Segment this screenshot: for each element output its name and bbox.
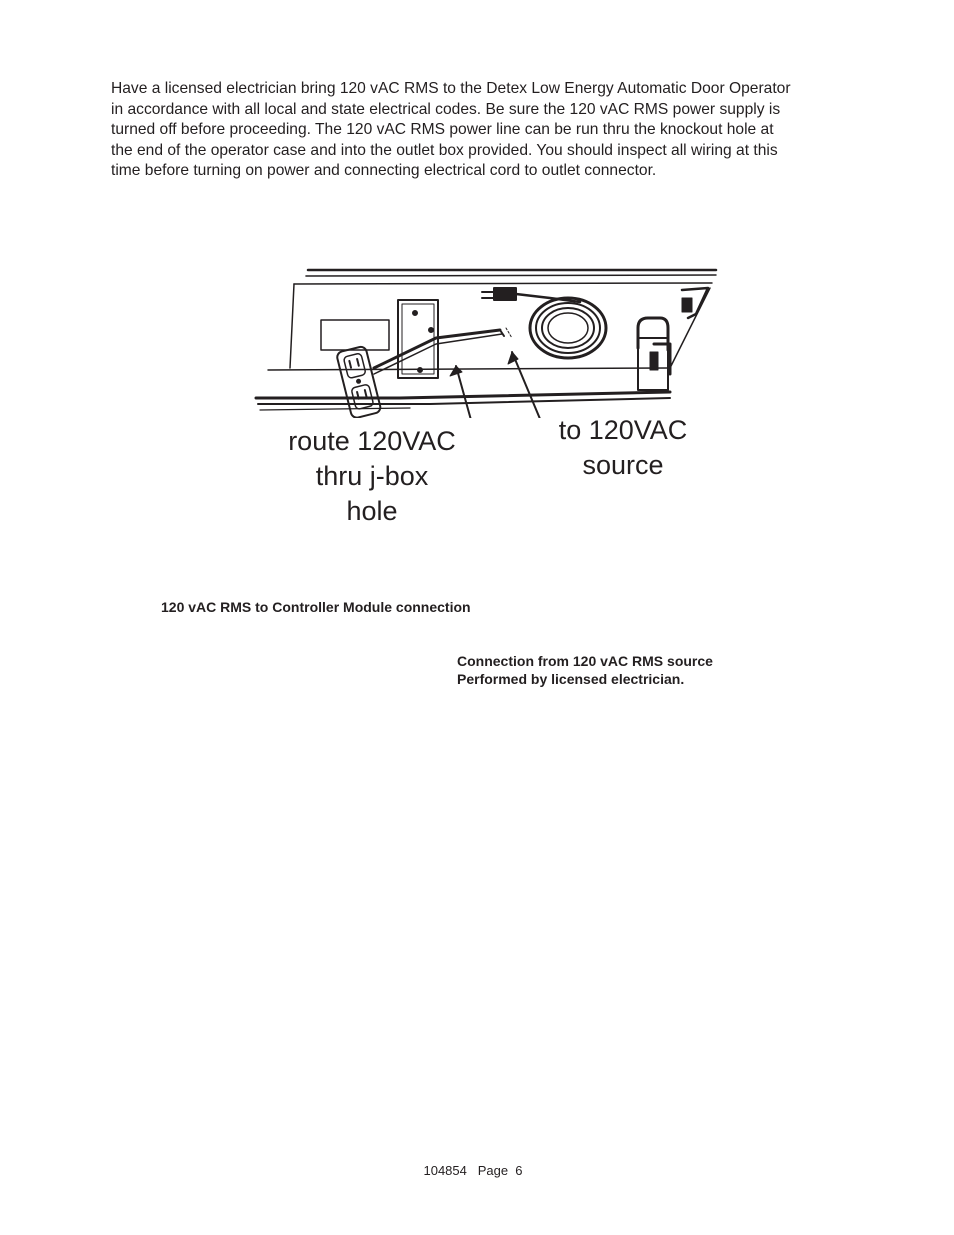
- intro-line: in accordance with all local and state electrical codes. Be sure the 120 vAC RMS power supply is: [111, 100, 781, 118]
- page-footer: 104854 Page 6: [423, 1163, 523, 1178]
- top-right-block: [682, 298, 692, 312]
- outlet-receptacle: [336, 346, 382, 418]
- callout-line: to 120VAC: [558, 415, 688, 445]
- operator-wiring-figure: [250, 258, 730, 538]
- operator-case-drawing: [250, 258, 730, 418]
- electrician-note: [457, 652, 713, 688]
- intro-line: the end of the operator case and into the outlet box provided. You should inspect all wiring at this: [111, 141, 778, 159]
- case-bottom-rail: [260, 408, 410, 410]
- figure-caption: 120 vAC RMS to Controller Module connection: [161, 599, 471, 615]
- top-rail-line: [306, 275, 716, 276]
- j-box-screw: [418, 368, 423, 373]
- label-plate: [321, 320, 389, 350]
- cord-coil: [542, 308, 594, 348]
- intro-line: turned off before proceeding. The 120 vAC RMS power line can be run thru the knockout hole at: [111, 121, 774, 138]
- callout-line: hole: [346, 496, 398, 526]
- right-bracket-block: [650, 352, 658, 370]
- j-box-screw: [429, 328, 434, 333]
- j-box-screw: [413, 311, 418, 316]
- callout-route-120vac: [264, 424, 480, 529]
- cord-coil: [536, 303, 600, 353]
- power-cord-end: [500, 330, 504, 336]
- note-line: Performed by licensed electrician.: [457, 671, 685, 687]
- plug: [494, 288, 516, 300]
- case-mid-line: [268, 368, 670, 370]
- plug-prongs: [482, 292, 494, 298]
- callout-line: source: [582, 450, 664, 480]
- callout-to-120vac-source: [532, 413, 714, 483]
- top-rail-line: [294, 283, 712, 284]
- arrow-route: [456, 366, 476, 418]
- note-line: Connection from 120 vAC RMS source: [457, 653, 713, 669]
- j-box-inner: [402, 304, 434, 374]
- intro-paragraph: [111, 79, 871, 182]
- cord-coil: [548, 313, 588, 343]
- intro-line: Have a licensed electrician bring 120 vAC RMS to the Detex Low Energy Automatic Door Operator: [111, 80, 791, 97]
- callout-line: route 120VAC: [288, 426, 456, 456]
- callout-line: thru j-box: [315, 461, 429, 491]
- case-left-edge: [290, 284, 294, 368]
- intro-line: time before turning on power and connecting electrical cord to outlet connector.: [111, 162, 657, 179]
- arrow-source: [512, 352, 548, 418]
- arrow-route-head: [450, 366, 462, 376]
- wire-lead: [506, 328, 512, 338]
